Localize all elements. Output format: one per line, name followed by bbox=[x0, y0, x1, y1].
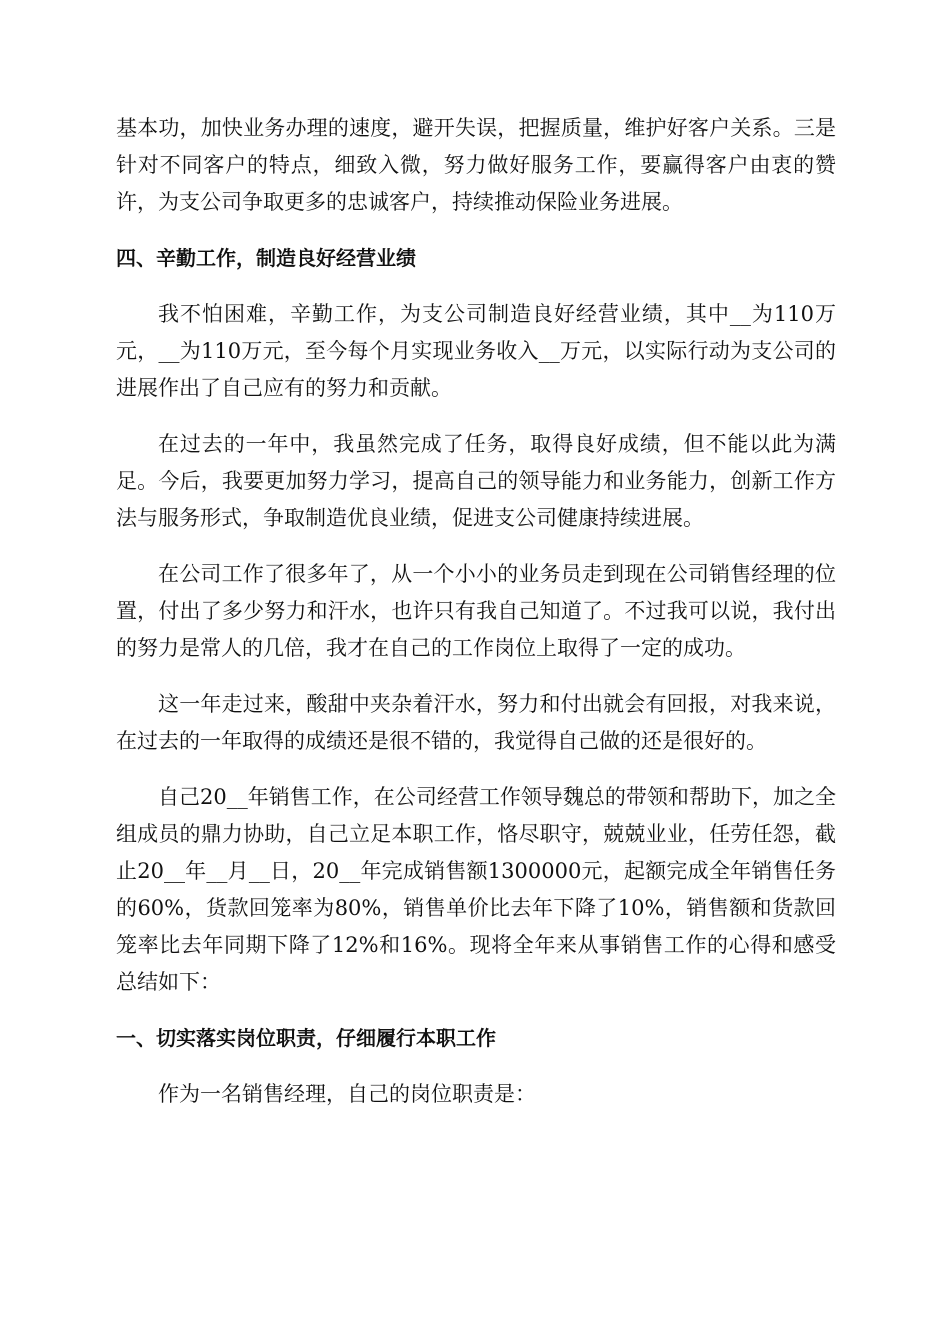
paragraph-career: 在公司工作了很多年了，从一个小小的业务员走到现在公司销售经理的位置，付出了多少努力和汗水，也许只有我自己知道了。不过我可以说，我付出的努力是常人的几倍，我才在自己的工作岗位上取得了一定的成功。 bbox=[116, 562, 836, 660]
paragraph-sales-summary: 自己20__年销售工作，在公司经营工作领导魏总的带领和帮助下，加之全组成员的鼎力协助，自己立足本职工作，恪尽职守，兢兢业业，任劳任怨，截止20__年__月__日，20__年完成销售额1300000元，起额完成全年销售任务的60%，货款回笼率为80%，销售单价比去年下降了10%，销售额和货款回笼率比去年同期下降了12%和16%。现将全年来从事销售工作的心得和感受总结如下： bbox=[116, 785, 836, 994]
section-heading-1: 一、切实落实岗位职责，仔细履行本职工作 bbox=[116, 1026, 496, 1050]
document-page bbox=[116, 110, 836, 1132]
section-heading-4: 四、辛勤工作，制造良好经营业绩 bbox=[116, 246, 416, 270]
paragraph-duties: 作为一名销售经理，自己的岗位职责是： bbox=[158, 1082, 536, 1106]
paragraph-reflection: 这一年走过来，酸甜中夹杂着汗水，努力和付出就会有回报，对我来说，在过去的一年取得的成绩还是很不错的，我觉得自己做的还是很好的。 bbox=[116, 692, 836, 753]
paragraph-continuation: 基本功，加快业务办理的速度，避开失误，把握质量，维护好客户关系。三是针对不同客户的特点，细致入微，努力做好服务工作，要赢得客户由衷的赞许，为支公司争取更多的忠诚客户，持续推动保险业务进展。 bbox=[116, 116, 836, 214]
paragraph-past-year: 在过去的一年中，我虽然完成了任务，取得良好成绩，但不能以此为满足。今后，我要更加努力学习，提高自己的领导能力和业务能力，创新工作方法与服务形式，争取制造优良业绩，促进支公司健康持续进展。 bbox=[116, 432, 836, 530]
paragraph-performance: 我不怕困难，辛勤工作，为支公司制造良好经营业绩，其中__为110万元，__为110万元，至今每个月实现业务收入__万元，以实际行动为支公司的进展作出了自己应有的努力和贡献。 bbox=[116, 302, 836, 400]
